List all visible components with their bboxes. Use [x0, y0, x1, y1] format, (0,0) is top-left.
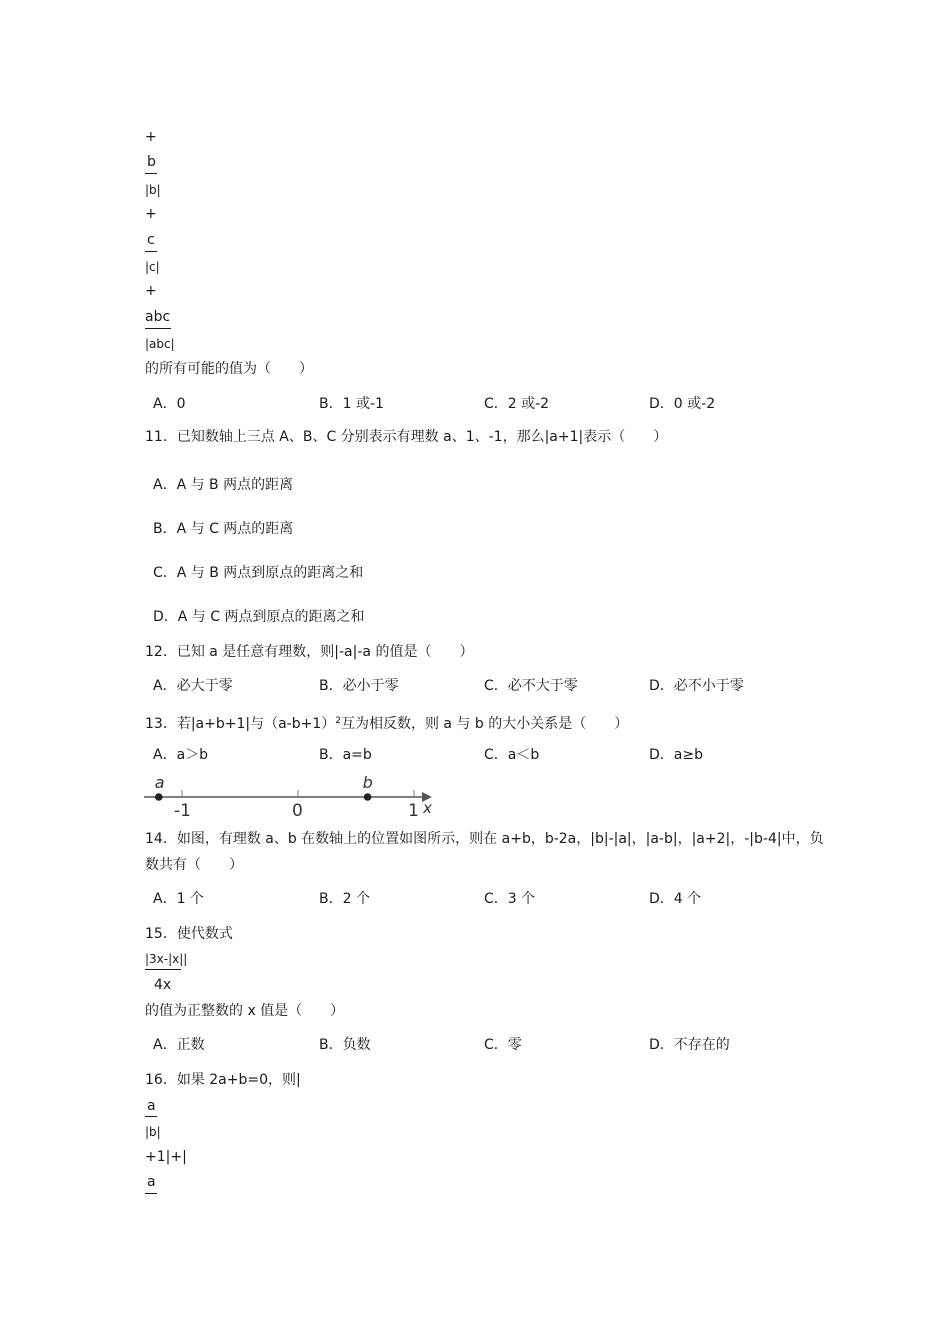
tick-label-0: 0 — [292, 801, 303, 821]
q14-option-d[interactable]: D．4 个 — [649, 891, 702, 907]
q12-option-c[interactable]: C．必不大于零 — [484, 678, 578, 694]
point-label-b: b — [362, 773, 373, 792]
q10-tail: 的所有可能的值为（ ） — [145, 361, 313, 377]
q10-option-a[interactable]: A．0 — [153, 396, 186, 412]
q10-plus-3: + — [145, 283, 157, 299]
q11-stem: 11．已知数轴上三点 A、B、C 分别表示有理数 a、1、-1，那么|a+1|表示（ ） — [145, 429, 668, 445]
q13-stem — [145, 712, 628, 733]
q10-plus-2: + — [145, 206, 157, 222]
q14-stem-line2: 数共有（ ） — [145, 857, 243, 873]
q15-option-d[interactable]: D．不存在的 — [649, 1037, 730, 1053]
q15-option-a[interactable]: A．正数 — [153, 1037, 205, 1053]
q10-numerator-b: b — [147, 154, 156, 170]
point-label-a: a — [154, 773, 165, 792]
q10-denominator-c: |c| — [145, 260, 160, 274]
number-line-figure — [140, 772, 440, 822]
q15-fraction-bar — [145, 969, 181, 970]
q11-option-c[interactable]: C．A 与 B 两点到原点的距离之和 — [153, 565, 364, 581]
q13-stem-post: 互为相反数，则 a 与 b 的大小关系是（ ） — [340, 716, 629, 732]
q10-fraction-bar-1 — [145, 173, 157, 174]
q16-numerator-a-1: a — [147, 1098, 156, 1114]
q15-stem: 15．使代数式 — [145, 926, 233, 942]
q11-option-b[interactable]: B．A 与 C 两点的距离 — [153, 521, 294, 537]
q12-stem: 12．已知 a 是任意有理数，则|-a|-a 的值是（ ） — [145, 644, 474, 660]
q10-option-d[interactable]: D．0 或-2 — [649, 396, 716, 412]
q14-option-a[interactable]: A．1 个 — [153, 891, 204, 907]
q13-option-d[interactable]: D．a≥b — [649, 747, 703, 763]
q10-denominator-b: |b| — [145, 183, 161, 197]
q16-plus-one-abs: +1|+| — [145, 1149, 187, 1165]
q10-plus-1: + — [145, 129, 157, 145]
point-a — [155, 793, 163, 801]
q15-numerator: |3x-|x|| — [145, 952, 188, 966]
q16-numerator-a-2: a — [147, 1174, 156, 1190]
q12-option-b[interactable]: B．必小于零 — [319, 678, 399, 694]
q13-option-c[interactable]: C．a＜b — [484, 747, 540, 763]
q11-option-d[interactable]: D．A 与 C 两点到原点的距离之和 — [153, 609, 365, 625]
q15-tail: 的值为正整数的 x 值是（ ） — [145, 1003, 345, 1019]
q10-numerator-abc: abc — [145, 309, 171, 325]
q16-denominator-b: |b| — [145, 1125, 161, 1139]
q10-fraction-bar-2 — [145, 251, 157, 252]
q11-option-a[interactable]: A．A 与 B 两点的距离 — [153, 477, 294, 493]
q15-denominator: 4x — [154, 977, 172, 993]
q15-option-c[interactable]: C．零 — [484, 1037, 522, 1053]
q16-stem: 16．如果 2a+b=0，则| — [145, 1072, 301, 1088]
q13-option-a[interactable]: A．a＞b — [153, 747, 209, 763]
q16-fraction-bar-1 — [145, 1116, 157, 1117]
q14-option-b[interactable]: B．2 个 — [319, 891, 370, 907]
q13-stem-pre: 13．若|a+b+1|与（a-b+1） — [145, 716, 336, 732]
q14-option-c[interactable]: C．3 个 — [484, 891, 536, 907]
q14-stem-line1: 14．如图，有理数 a、b 在数轴上的位置如图所示，则在 a+b，b-2a，|b|-|a|，|a-b|，|a+2|，-|b-4|中，负 — [145, 831, 824, 847]
point-b — [364, 793, 372, 801]
q13-stem-sup: 2 — [335, 716, 341, 726]
q10-numerator-c: c — [147, 232, 155, 248]
q15-option-b[interactable]: B．负数 — [319, 1037, 371, 1053]
q10-option-c[interactable]: C．2 或-2 — [484, 396, 550, 412]
tick-label-1: 1 — [408, 801, 419, 821]
q16-fraction-bar-2 — [145, 1193, 157, 1194]
q10-option-b[interactable]: B．1 或-1 — [319, 396, 384, 412]
q13-option-b[interactable]: B．a=b — [319, 747, 372, 763]
q10-denominator-abc: |abc| — [145, 337, 175, 351]
tick-label-neg1: -1 — [174, 801, 191, 821]
axis-label-x: x — [423, 799, 432, 817]
q12-option-a[interactable]: A．必大于零 — [153, 678, 233, 694]
q12-option-d[interactable]: D．必不小于零 — [649, 678, 744, 694]
q10-fraction-bar-3 — [145, 328, 171, 329]
